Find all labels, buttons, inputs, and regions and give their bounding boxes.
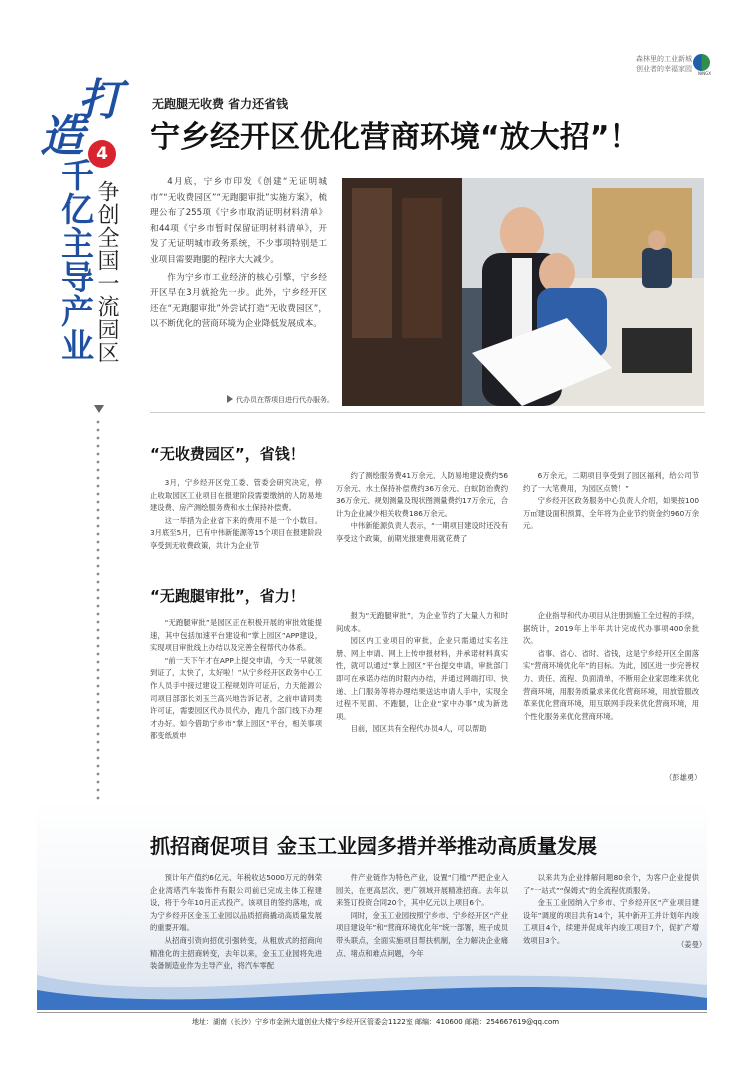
section1-column-2 <box>336 470 508 546</box>
section2-column-2 <box>336 610 508 736</box>
paragraph: 件产业链作为特色产业，设置“门槛”严把企业入园关，在更高层次、更广领域开展精准招商。去年以来签订投资合同20个，其中亿元以上项目6个。 <box>336 873 508 908</box>
article2-column-1 <box>150 872 322 973</box>
section1-title: “无收费园区”，省钱！ <box>150 445 305 463</box>
slogan-line-2: 创业者的幸福家园 <box>636 65 692 73</box>
slogan-line-1: 森林里的工业新城 <box>636 55 692 63</box>
paragraph: 以来共为企业排解问题80余个，为客户企业提供了“一站式”“保姆式”的全流程优质服务。 <box>523 873 699 895</box>
paragraph: 省事、省心、省时、省钱，这是宁乡经开区全面落实“营商环境优化年”的目标。为此，园区进一步完善权力、责任、流程、负面清单，不断用企业家思维来优化营商环境，用服务质量求来优化营商环境，用放管服改革来优化营商环境，用互联网手段来优化营商环境，用个性化服务来优化营商环境。 <box>523 648 699 721</box>
paragraph: 预计年产值约6亿元、年税收达5000万元的韩荣企业湾塔汽车装饰件有限公司前已完成主体工程建设，将于今年10月正式投产。该项目的签约落地，成为宁乡经开区金玉工业园以品质招商撬动高质量发展的重要开端。 <box>150 873 322 933</box>
banner-char-da: 打 <box>78 75 122 126</box>
paragraph: 园区内工业项目的审批，企业只需通过实名注册、网上申请、网上上传申报材料，并承诺材料真实性，就可以通过“掌上园区”平台提交申请，审批部门即可在承诺办结的时限内办结，并通过网端打印、快递、上门服务等将办理结果送达申请人手中，实现全过程不见面、不跑腿，让企业“家中办事”成为新选项。 <box>336 636 508 721</box>
paragraph: 同时，金玉工业园按照宁乡市、宁乡经开区“产业项目建设年”和“营商环境优化年”统一部署，班子成员带头联点，全面实施项目帮扶机制，全力解决企业痛点、堵点和难点问题，今年 <box>336 910 508 958</box>
paragraph: 从招商引资向招优引强转变，从粗放式的招商向精准化的主招商转变，去年以来，金玉工业园将先进装备制造业作为主导产业，将汽车零配 <box>150 935 322 971</box>
banner-vertical-blue: 千亿主导产业 <box>56 158 95 362</box>
article2-headline: 抓招商促项目 金玉工业园多措并举推动高质量发展 <box>150 834 597 858</box>
article1-lead <box>150 175 327 335</box>
paragraph: 约了测绘服务费41万余元、人防易地建设费约56万余元、水土保持补偿费约36万余元、白蚁防治费约36万余元、规划测量及现状图测量费约17万余元，合计为企业减少相关收费186万余元。 <box>336 471 508 518</box>
section2-byline: （彭雄勇） <box>665 773 702 782</box>
article2-column-3 <box>523 872 699 948</box>
lead-paragraph: 4月底，宁乡市印发《创建“无证明城市”“无收费园区”“无跑腿审批”实施方案》，梳理公布了255项《宁乡市取消证明材料清单》和44项《宁乡市暂时保留证明材料清单》，开发了无证明城市政务系统，不少事项特别是工业项目需要跑腿的程序大大减少。 <box>150 177 327 265</box>
park-logo-icon <box>693 54 710 71</box>
article2-column-2 <box>336 872 508 960</box>
paragraph: 宁乡经开区政务服务中心负责人介绍，如果按100万㎡建设面积预算，全年将为企业节约资金约960万余元。 <box>523 496 699 531</box>
dotted-divider <box>96 418 100 816</box>
section2-column-3 <box>523 610 699 723</box>
paragraph: “无跑腿审批”是园区正在积极开展的审批效能提速，其中包括加速平台建设和“掌上园区”APP建设，实现项目审批线上办结以及完善全程帮代办体系。 <box>150 618 322 653</box>
banner-vertical-black: 争创全国一流园区 <box>94 180 119 364</box>
paragraph: 报为“无跑腿审批”，为企业节约了大量人力和时间成本。 <box>336 611 508 633</box>
down-triangle-icon <box>94 405 104 413</box>
article1-kicker: 无跑腿无收费 省力还省钱 <box>152 97 289 111</box>
photo-caption: 代办员在帮项目进行代办服务。 <box>227 395 334 405</box>
paragraph: 中伟新能源负责人表示，“一期项目建设时还没有享受这个政策，前期光报建费用就花费了 <box>336 521 508 543</box>
paragraph: 3月，宁乡经开区党工委、管委会研究决定，停止收取园区工业项目在报建阶段需要缴纳的人防易地建设费、房产测绘服务费和水土保持补偿费。 <box>150 478 322 513</box>
paragraph: “前一天下午才在APP上提交申请，今天一早就领到证了，太快了，太好啦！”从宁乡经开区政务中心工作人员手中接过建设工程规划许可证后，力天能源公司项目部部长刘玉兰高兴地告诉记者，之前申请同类许可证，需要园区代办员代办，跑几个部门线下办理才办好。如今借助宁乡市“掌上园区”平台，相关事项都变纸质申 <box>150 655 322 741</box>
lead-paragraph: 作为宁乡市工业经济的核心引擎，宁乡经开区早在3月就抢先一步。此外，宁乡经开区还在“无跑腿审批”外尝试打造“无收费园区”，以不断优化的营商环境为企业降低发展成本。 <box>150 272 327 330</box>
section2-title: “无跑腿审批”，省力！ <box>150 587 305 605</box>
paragraph: 企业指导和代办项目从注册到施工全过程的手续，据统计，2019年上半年共计完成代办事项400余批次。 <box>523 611 699 646</box>
footer-rule <box>37 1012 707 1013</box>
paragraph: 目前，园区共有全程代办员4人，可以帮助 <box>350 724 487 734</box>
office-photo-scene <box>342 178 704 406</box>
section2-column-1 <box>150 617 322 743</box>
issue-number-badge: 4 <box>88 140 116 168</box>
banner-char-zao: 造 <box>40 111 84 162</box>
paragraph: 6万余元，二期项目享受到了园区福利，给公司节约了一大笔费用，为园区点赞！” <box>523 471 699 493</box>
paragraph: 这一举措为企业省下来的费用不是一个小数目。3月底至5月，已有中伟新能源等15个项目在报建阶段享受到无收费政策，共计为企业节 <box>150 515 322 550</box>
section1-column-1 <box>150 477 322 553</box>
logo-caption: NINGX <box>697 71 711 76</box>
section1-column-3 <box>523 470 699 533</box>
footer-address: 地址：湖南（长沙）宁乡市金洲大道创业大楼宁乡经开区管委会1122室 邮编：410600 邮箱：254667619@qq.com <box>192 1018 560 1026</box>
paragraph: 金玉工业园纳入宁乡市、宁乡经开区“产业项目建设年”调度的项目共有14个，其中新开工并计划年内竣工项目4个，续建并促成年内竣工项目7个，促扩产增效项目3个。 <box>523 898 699 945</box>
article2-byline: （姜曼） <box>677 940 707 949</box>
section-rule <box>150 412 705 413</box>
office-photo <box>342 178 704 406</box>
masthead-slogan <box>636 54 692 74</box>
article1-headline: 宁乡经开区优化营商环境“放大招”！ <box>150 120 640 155</box>
